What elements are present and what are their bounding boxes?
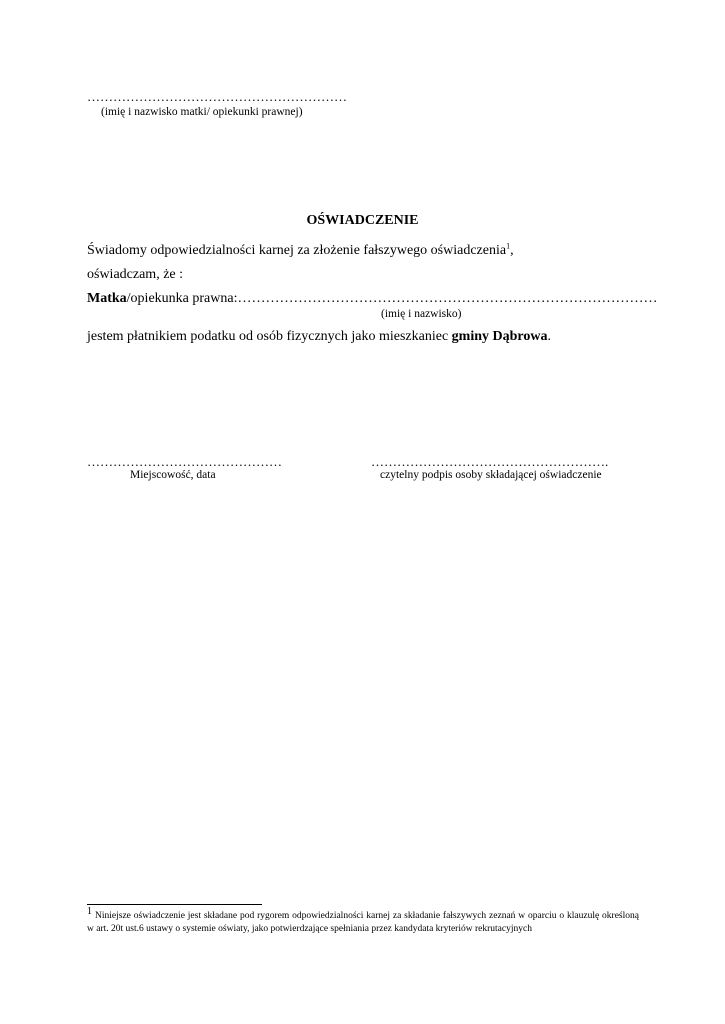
- statement-line-1: [87, 243, 514, 259]
- statement-line-1-text: Świadomy odpowiedzialności karnej za złożenie fałszywego oświadczenia: [87, 243, 507, 258]
- footnote-separator: [87, 904, 262, 905]
- parent-name-caption: (imię i nazwisko matki/ opiekunki prawnej): [101, 106, 303, 118]
- statement-line-3: [87, 291, 657, 307]
- footnote-text: Niniejsze oświadczenie jest składane pod rygorem odpowiedzialności karnej za składanie fałszywych zeznań w oparciu o klauzulę określoną w art. 20t ust.6 ustawy o systemie oświaty, jako potwierdzające spełniania przez kandydata kryteriów rekrutacyjnych: [87, 911, 639, 934]
- footnote-number: 1: [87, 905, 92, 917]
- statement-line-2: oświadczam, że :: [87, 267, 184, 282]
- statement-line-4: [87, 329, 551, 345]
- place-date-caption: Miejscowość, data: [130, 469, 216, 481]
- document-title: OŚWIADCZENIE: [306, 213, 419, 228]
- statement-line-4-end: .: [547, 329, 551, 344]
- place-date-dots: ………………………………………: [87, 454, 282, 469]
- footnote-reference: 1: [506, 241, 511, 251]
- mother-label: Matka: [87, 291, 127, 306]
- municipality-name: gminy Dąbrowa: [451, 329, 548, 344]
- parent-name-dots: ……………………………………………………: [87, 89, 347, 104]
- signature-caption: czytelny podpis osoby składającej oświadczenie: [380, 469, 602, 481]
- footnote: [87, 905, 639, 935]
- statement-line-4-text: jestem płatnikiem podatku od osób fizycznych jako mieszkaniec: [87, 329, 452, 344]
- guardian-name-field: /opiekunka prawna:………………………………………………………………………………: [126, 291, 658, 306]
- guardian-name-caption: (imię i nazwisko): [381, 308, 462, 320]
- statement-line-1-end: ,: [510, 243, 514, 258]
- signature-dots: ……………………………………………….: [371, 454, 609, 469]
